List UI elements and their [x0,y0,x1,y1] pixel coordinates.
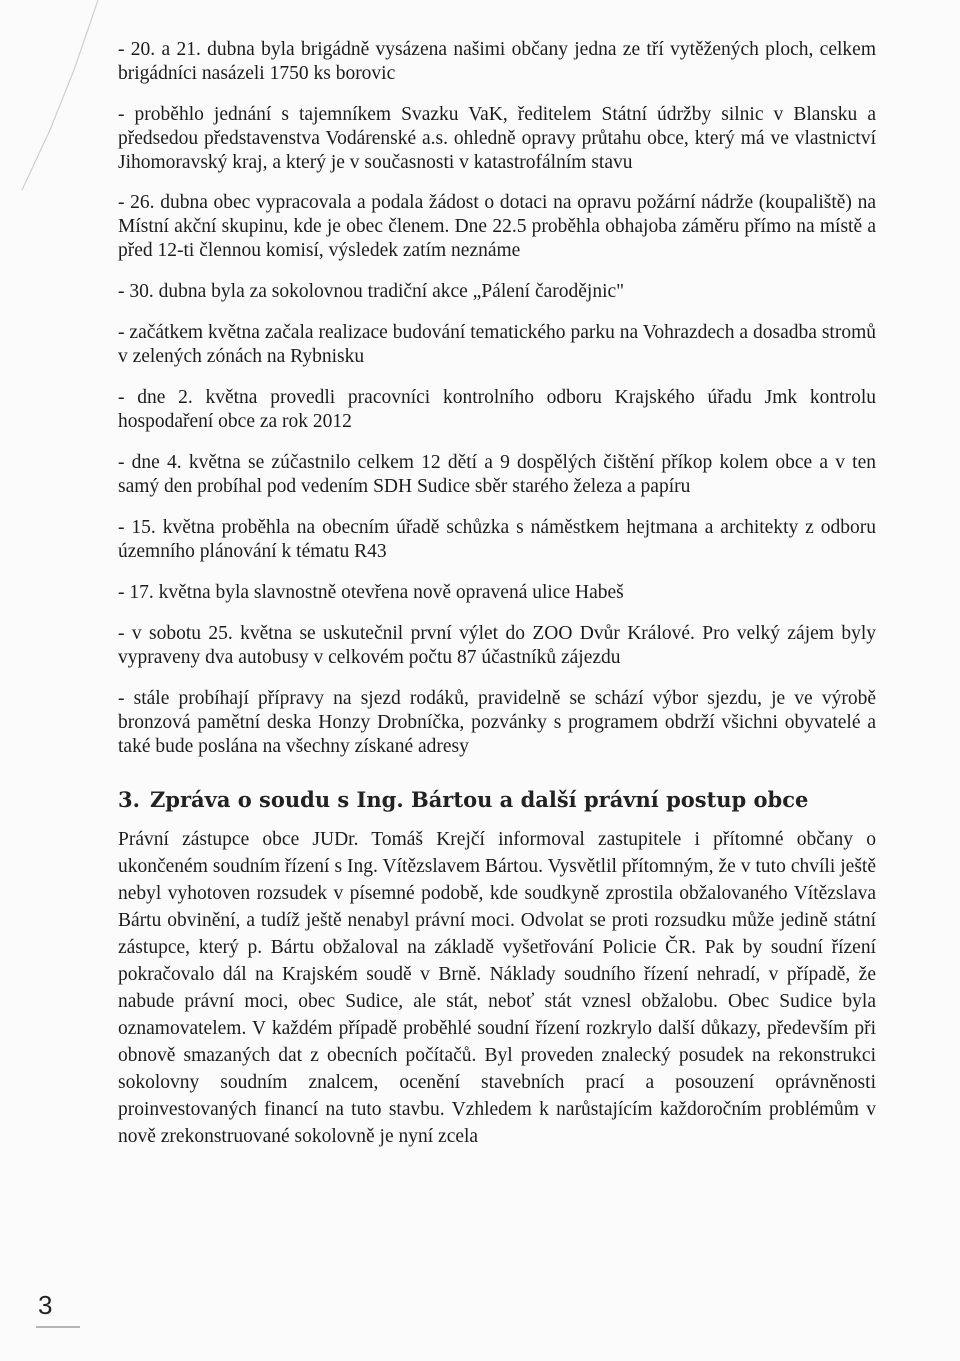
report-item: - v sobotu 25. května se uskutečnil první výlet do ZOO Dvůr Králové. Pro velký zájem byly vypraveny dva autobusy v celkovém počtu 87 účastníků zájezdu [118,623,876,668]
report-item: - dne 2. května provedli pracovníci kontrolního odboru Krajského úřadu Jmk kontrolu hospodaření obce za rok 2012 [118,387,876,432]
page-number-rule [36,1326,80,1328]
section-body: Právní zástupce obce JUDr. Tomáš Krejčí informoval zastupitele i přítomné občany o ukončeném soudním řízení s Ing. Vítězslavem Bártou. Vysvětlil přítomným, že v tuto chvíli ještě nebyl vyhotoven rozsudek v písemné podobě, kde soudkyně zprostila obžalovaného Vítězslava Bártu obvinění, a tudíž ještě nenabyl právní moci. Odvolat se proti rozsudku může jedině státní zástupce, který p. Bártu obžaloval na základě vyšetřování Policie ČR. Pak by soudní řízení pokračovalo dál na Krajském soudě v Brně. Náklady soudního řízení nehradí, v případě, že nabude právní moci, obec Sudice, ale stát, neboť stát vznesl obžalobu. Obec Sudice byla oznamovatelem. V každém případě proběhlé soudní řízení rozkrylo další důkazy, především při obnově smazaných dat z obecních počítačů. Byl proveden znalecký posudek na rekonstrukci sokolovny soudním znalcem, ocenění stavebních prací a posouzení oprávněnosti proinvestovaných financí na tuto stavbu. Vzhledem k narůstajícím každoročním problémům v nově zrekonstruované sokolovně je nyní zcela [118,829,876,1147]
report-item: - proběhlo jednání s tajemníkem Svazku VaK, ředitelem Státní údržby silnic v Blansku a předsedou představenstva Vodárenské a.s. ohledně opravy průtahu obce, který má ve vlastnictví Jihomoravský kraj, a který je v současnosti v katastrofálním stavu [118,104,876,173]
page-number: 3 [38,1290,53,1320]
report-item: - 15. května proběhla na obecním úřadě schůzka s náměstkem hejtmana a architekty z odboru územního plánování k tématu R43 [118,517,876,562]
scan-edge-line [0,0,120,190]
report-item: - 30. dubna byla za sokolovnou tradiční akce „Pálení čarodějnic" [118,281,625,302]
report-item: - 20. a 21. dubna byla brigádně vysázena našimi občany jedna ze tří vytěžených ploch, celkem brigádníci nasázeli 1750 ks borovic [118,39,876,84]
report-item: - dne 4. května se zúčastnilo celkem 12 dětí a 9 dospělých čištění příkop kolem obce a v ten samý den probíhal pod vedením SDH Sudice sběr starého železa a papíru [118,452,876,497]
document-page [118,38,876,1150]
report-item: - 17. května byla slavnostně otevřena nově opravená ulice Habeš [118,582,624,603]
section-number: 3. [118,787,140,812]
report-item: - 26. dubna obec vypracovala a podala žádost o dotaci na opravu požární nádrže (koupaliště) na Místní akční skupinu, kde je obec členem. Dne 22.5 proběhla obhajoba záměru přímo na místě a před 12-ti člennou komisí, výsledek zatím neznáme [118,192,876,261]
report-item: - stále probíhají přípravy na sjezd rodáků, pravidelně se schází výbor sjezdu, je ve výrobě bronzová pamětní deska Honzy Drobníčka, pozvánky s programem obdrží všichni obyvatelé a také bude poslána na všechny získané adresy [118,688,876,757]
section-heading [118,787,876,812]
section-title: Zpráva o soudu s Ing. Bártou a další právní postup obce [149,787,809,812]
report-item: - začátkem května začala realizace budování tematického parku na Vohrazdech a dosadba stromů v zelených zónách na Rybnisku [118,322,876,367]
